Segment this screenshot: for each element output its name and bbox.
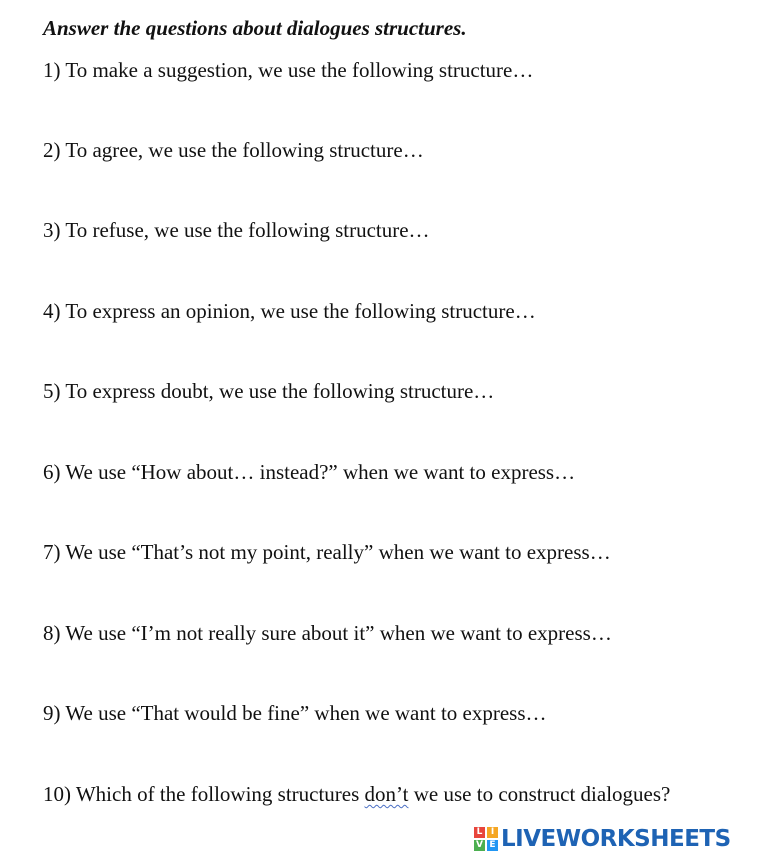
logo-tile-i: I — [487, 827, 498, 838]
question-3: 3) To refuse, we use the following structure… — [43, 218, 430, 242]
spellcheck-flagged-word: don’t — [364, 782, 409, 806]
question-4: 4) To express an opinion, we use the following structure… — [43, 299, 536, 323]
worksheet-title: Answer the questions about dialogues structures. — [43, 16, 467, 40]
logo-tile-v: V — [474, 840, 485, 851]
logo-wordmark: LIVEWORKSHEETS — [501, 826, 731, 852]
question-8: 8) We use “I’m not really sure about it” when we want to express… — [43, 621, 612, 645]
logo-icon — [474, 827, 498, 851]
logo-tile-e: E — [487, 840, 498, 851]
question-7: 7) We use “That’s not my point, really” when we want to express… — [43, 540, 611, 564]
question-10-start: 10) Which of the following structures — [43, 782, 365, 806]
question-2: 2) To agree, we use the following structure… — [43, 138, 424, 162]
question-10 — [43, 782, 670, 807]
question-10-end: we use to construct dialogues? — [408, 782, 671, 806]
question-6: 6) We use “How about… instead?” when we want to express… — [43, 460, 576, 484]
liveworksheets-logo — [474, 824, 731, 854]
question-5: 5) To express doubt, we use the following structure… — [43, 379, 495, 403]
question-9: 9) We use “That would be fine” when we want to express… — [43, 701, 547, 725]
question-1: 1) To make a suggestion, we use the following structure… — [43, 58, 534, 82]
logo-tile-l: L — [474, 827, 485, 838]
